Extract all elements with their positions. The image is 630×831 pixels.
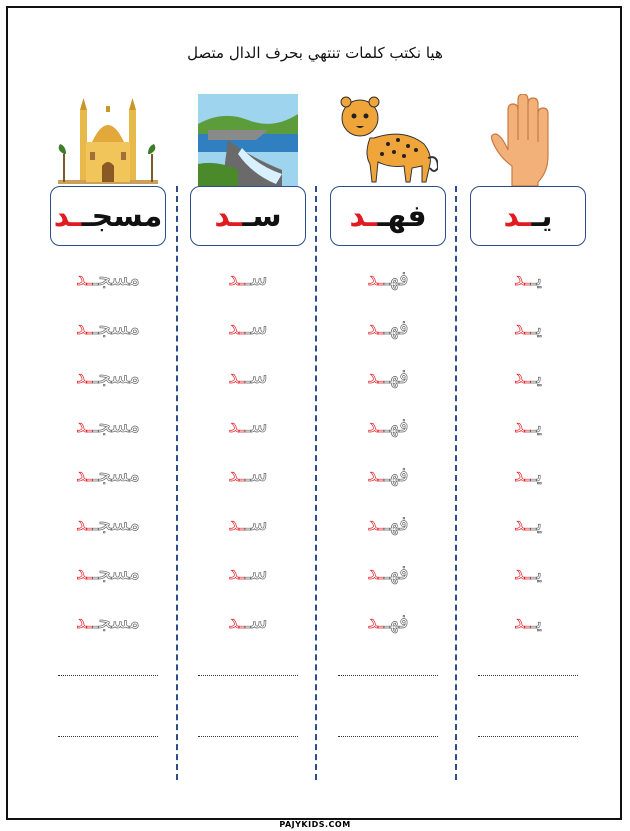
trace-word: ســد [228, 560, 268, 584]
trace-word: يــد [514, 609, 542, 633]
column-separator [315, 186, 317, 780]
writing-line[interactable] [338, 675, 438, 676]
trace-word: فهــد [367, 609, 409, 633]
trace-word: ســد [228, 511, 268, 535]
trace-word: يــد [514, 560, 542, 584]
trace-word: مسجــد [76, 462, 140, 486]
writing-line[interactable] [338, 736, 438, 737]
writing-line[interactable] [58, 675, 158, 676]
column-separator [176, 186, 178, 780]
writing-line[interactable] [58, 736, 158, 737]
trace-word: يــد [514, 462, 542, 486]
trace-word: ســد [228, 609, 268, 633]
hand-icon [478, 94, 578, 186]
trace-word: مسجــد [76, 609, 140, 633]
trace-word: مسجــد [76, 413, 140, 437]
trace-word: فهــد [367, 511, 409, 535]
trace-word: يــد [514, 413, 542, 437]
trace-word: يــد [514, 315, 542, 339]
trace-word: فهــد [367, 413, 409, 437]
trace-word: ســد [228, 266, 268, 290]
trace-word: ســد [228, 315, 268, 339]
trace-word: فهــد [367, 315, 409, 339]
writing-line[interactable] [478, 736, 578, 737]
trace-word: فهــد [367, 462, 409, 486]
word-card: يـ ـد [470, 186, 586, 246]
trace-word: مسجــد [76, 266, 140, 290]
dam-icon [198, 94, 298, 186]
writing-line[interactable] [198, 736, 298, 737]
trace-word: مسجــد [76, 560, 140, 584]
writing-line[interactable] [198, 675, 298, 676]
trace-word: مسجــد [76, 511, 140, 535]
footer [0, 812, 630, 831]
column-separator [455, 186, 457, 780]
word-card: مسجـ ـد [50, 186, 166, 246]
worksheet-title: هيا نكتب كلمات تنتهي بحرف الدال متصل [187, 44, 443, 62]
footer-text: PAJYKIDS.COM [275, 820, 354, 829]
word-card: سـ ـد [190, 186, 306, 246]
trace-word: يــد [514, 266, 542, 290]
mosque-icon [58, 94, 158, 186]
writing-line[interactable] [478, 675, 578, 676]
trace-word: مسجــد [76, 315, 140, 339]
trace-word: فهــد [367, 560, 409, 584]
cheetah-icon [338, 94, 438, 186]
trace-word: فهــد [367, 266, 409, 290]
trace-word: يــد [514, 511, 542, 535]
trace-word: ســد [228, 364, 268, 388]
trace-word: يــد [514, 364, 542, 388]
trace-word: مسجــد [76, 364, 140, 388]
word-card: فهـ ـد [330, 186, 446, 246]
trace-word: ســد [228, 462, 268, 486]
trace-word: فهــد [367, 364, 409, 388]
trace-word: ســد [228, 413, 268, 437]
